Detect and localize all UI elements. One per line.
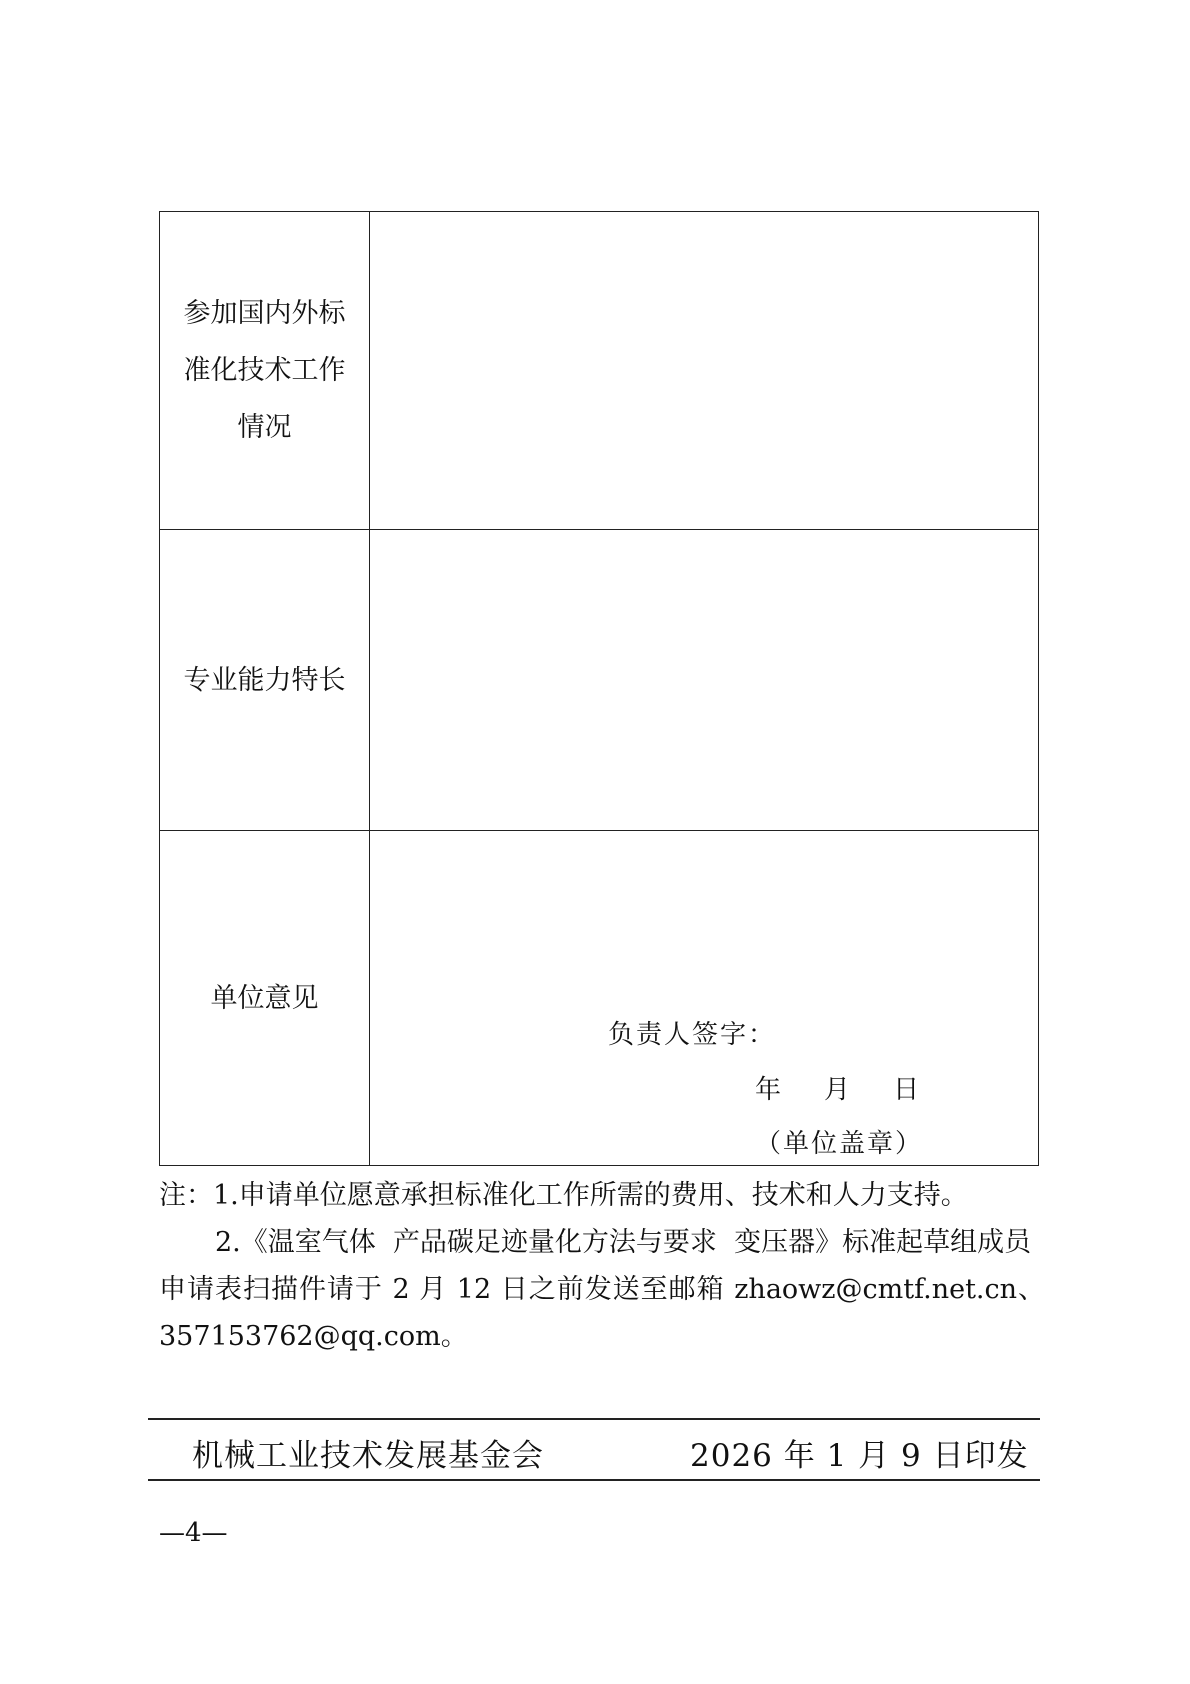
signature-label: 负责人签字： (608, 1020, 777, 1050)
date-label: 年 月 日 (755, 1075, 922, 1105)
footer-issue-date: 2026 年 1 月 9 日印发 (690, 1438, 1029, 1474)
form-row-unit-opinion (160, 830, 1038, 1165)
label-cell-unit-opinion (160, 831, 370, 1165)
form-row-professional-expertise (160, 529, 1038, 830)
note-2-line-1: 2.《温室气体 产品碳足迹量化方法与要求 变压器》标准起草组成员 (215, 1227, 1032, 1258)
content-cell-standardization-work[interactable] (370, 212, 1038, 529)
footer-issuer: 机械工业技术发展基金会 (192, 1438, 544, 1474)
notes-section (159, 1172, 1049, 1360)
label-unit-opinion: 单位意见 (210, 982, 319, 1014)
label-cell-professional-expertise (160, 530, 370, 830)
note-2-line-2: 申请表扫描件请于 2 月 12 日之前发送至邮箱 zhaowz@cmtf.net.cn、 (159, 1274, 1045, 1305)
form-row-standardization-work (160, 212, 1038, 529)
content-cell-professional-expertise[interactable] (370, 530, 1038, 830)
application-form-table (159, 211, 1039, 1166)
label-professional-expertise: 专业能力特长 (183, 664, 346, 696)
page-number: —4— (159, 1518, 228, 1548)
note-2-line-3: 357153762@qq.com。 (159, 1321, 468, 1352)
note-1: 注：1.申请单位愿意承担标准化工作所需的费用、技术和人力支持。 (159, 1180, 968, 1211)
content-cell-unit-opinion[interactable] (370, 831, 1038, 1165)
seal-label: （单位盖章） (755, 1129, 924, 1159)
label-cell-standardization-work (160, 212, 370, 529)
footer-bottom-rule (148, 1479, 1040, 1481)
label-standardization-work: 参加国内外标 准化技术工作 情况 (183, 298, 346, 443)
footer-top-rule (148, 1418, 1040, 1420)
